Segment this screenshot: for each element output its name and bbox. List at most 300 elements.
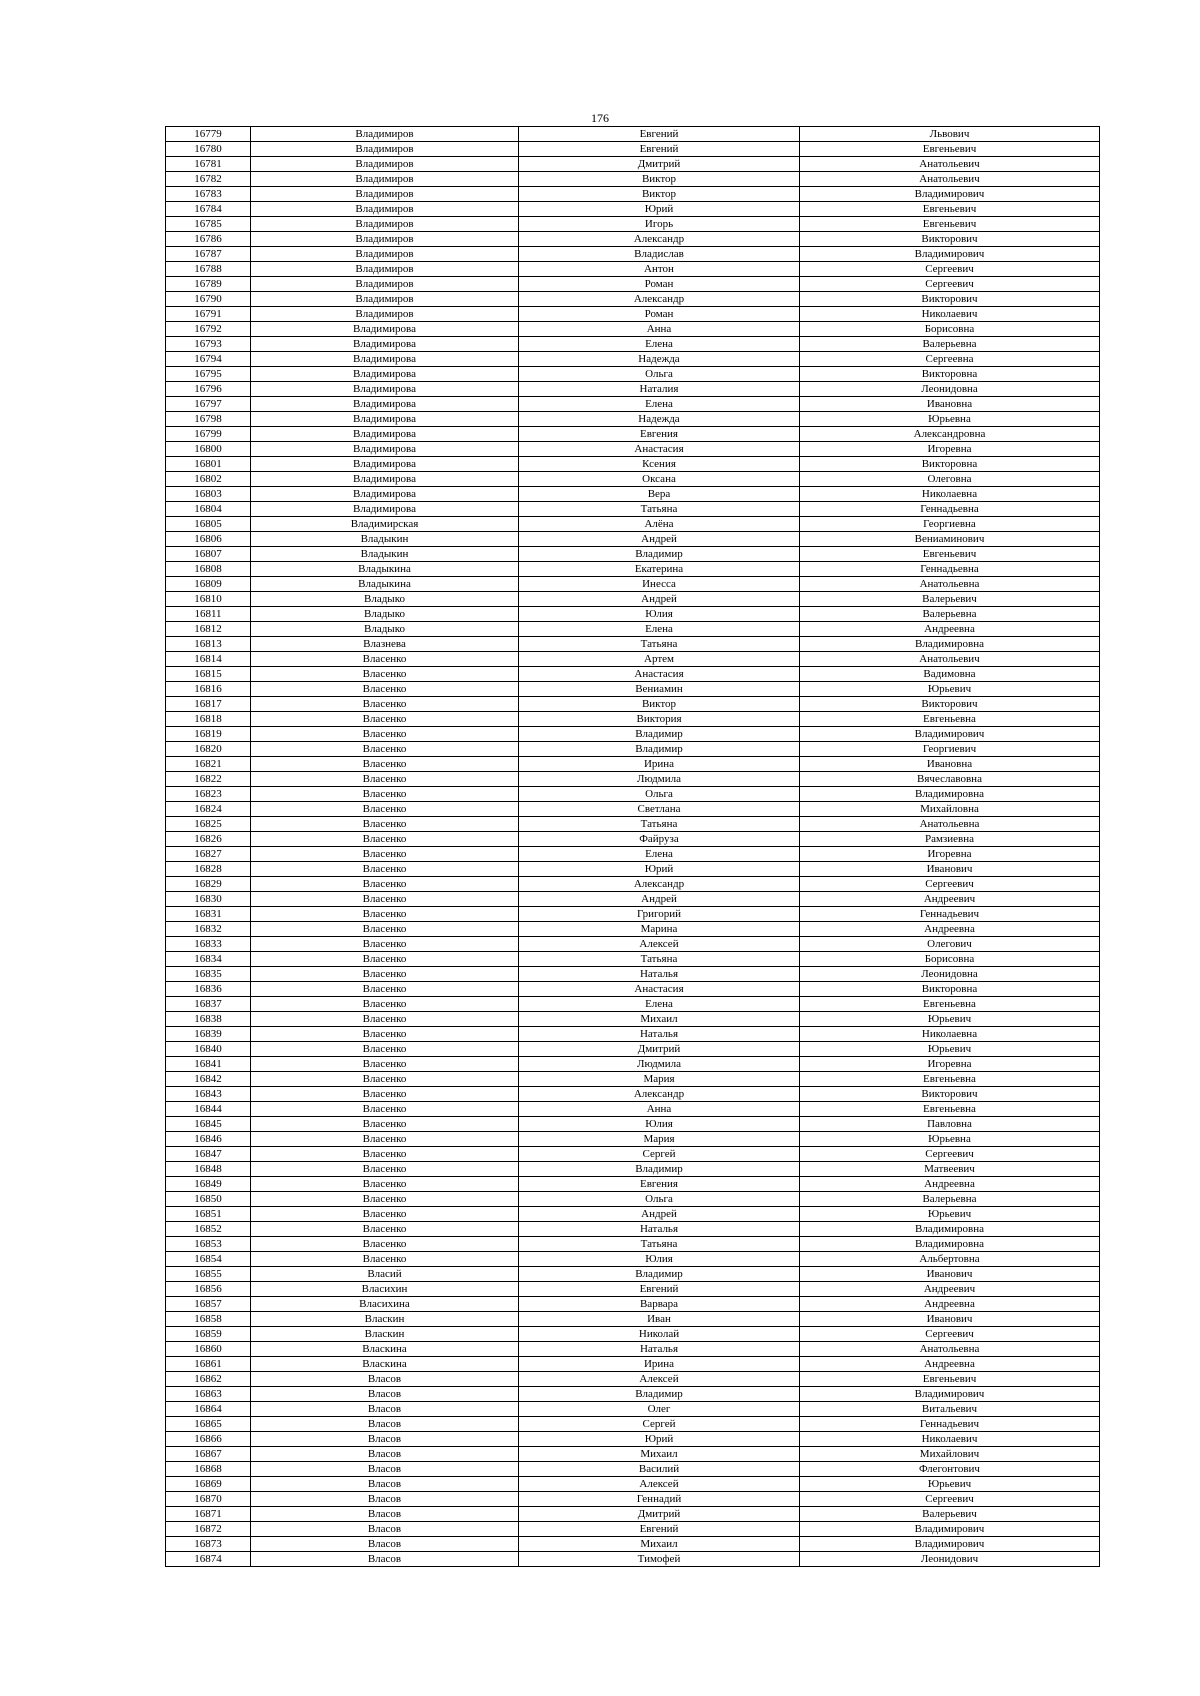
patronymic-cell: Андреевна [800,922,1100,937]
record-number-cell: 16816 [166,682,251,697]
record-number-cell: 16855 [166,1267,251,1282]
surname-cell: Власенко [251,862,519,877]
record-number-cell: 16796 [166,382,251,397]
patronymic-cell: Евгеньевна [800,1102,1100,1117]
surname-cell: Власенко [251,1132,519,1147]
first-name-cell: Дмитрий [519,1042,800,1057]
patronymic-cell: Андреевна [800,1357,1100,1372]
surname-cell: Власенко [251,697,519,712]
record-number-cell: 16842 [166,1072,251,1087]
patronymic-cell: Юрьевич [800,1012,1100,1027]
first-name-cell: Татьяна [519,817,800,832]
table-row [166,1282,1100,1297]
first-name-cell: Владимир [519,1162,800,1177]
table-row [166,1387,1100,1402]
record-number-cell: 16871 [166,1507,251,1522]
patronymic-cell: Георгиевич [800,742,1100,757]
first-name-cell: Ольга [519,1192,800,1207]
first-name-cell: Наталья [519,967,800,982]
first-name-cell: Светлана [519,802,800,817]
table-row [166,1252,1100,1267]
record-number-cell: 16856 [166,1282,251,1297]
first-name-cell: Михаил [519,1012,800,1027]
table-row [166,1552,1100,1567]
first-name-cell: Людмила [519,772,800,787]
table-row [166,802,1100,817]
surname-cell: Владимиров [251,142,519,157]
first-name-cell: Елена [519,397,800,412]
table-row [166,172,1100,187]
surname-cell: Владимирова [251,397,519,412]
record-number-cell: 16862 [166,1372,251,1387]
table-row [166,1192,1100,1207]
first-name-cell: Вера [519,487,800,502]
first-name-cell: Юлия [519,1117,800,1132]
record-number-cell: 16806 [166,532,251,547]
record-number-cell: 16829 [166,877,251,892]
table-row [166,1492,1100,1507]
first-name-cell: Юлия [519,1252,800,1267]
surname-cell: Владыко [251,592,519,607]
patronymic-cell: Павловна [800,1117,1100,1132]
table-row [166,1402,1100,1417]
surname-cell: Владимирова [251,367,519,382]
record-number-cell: 16817 [166,697,251,712]
table-row [166,1222,1100,1237]
patronymic-cell: Иванович [800,1312,1100,1327]
table-row [166,892,1100,907]
table-row [166,157,1100,172]
record-number-cell: 16808 [166,562,251,577]
first-name-cell: Татьяна [519,502,800,517]
patronymic-cell: Викторовна [800,982,1100,997]
first-name-cell: Владимир [519,1267,800,1282]
record-number-cell: 16785 [166,217,251,232]
record-number-cell: 16832 [166,922,251,937]
table-row [166,967,1100,982]
first-name-cell: Александр [519,232,800,247]
record-number-cell: 16801 [166,457,251,472]
record-number-cell: 16813 [166,637,251,652]
table-row [166,517,1100,532]
first-name-cell: Ирина [519,1357,800,1372]
surname-cell: Владимирова [251,322,519,337]
first-name-cell: Андрей [519,532,800,547]
patronymic-cell: Андреевна [800,1177,1100,1192]
table-row [166,952,1100,967]
record-number-cell: 16837 [166,997,251,1012]
surname-cell: Власенко [251,907,519,922]
table-row [166,1537,1100,1552]
first-name-cell: Ксения [519,457,800,472]
patronymic-cell: Юрьевна [800,1132,1100,1147]
table-row [166,547,1100,562]
first-name-cell: Евгений [519,1522,800,1537]
first-name-cell: Алексей [519,937,800,952]
patronymic-cell: Михайловна [800,802,1100,817]
record-number-cell: 16861 [166,1357,251,1372]
table-row [166,1312,1100,1327]
surname-cell: Власенко [251,1192,519,1207]
surname-cell: Власенко [251,1057,519,1072]
table-row [166,667,1100,682]
table-row [166,1117,1100,1132]
surname-cell: Владимиров [251,172,519,187]
register-body [166,127,1100,1567]
patronymic-cell: Игоревна [800,442,1100,457]
table-row [166,727,1100,742]
record-number-cell: 16800 [166,442,251,457]
first-name-cell: Анна [519,322,800,337]
first-name-cell: Василий [519,1462,800,1477]
first-name-cell: Наталья [519,1342,800,1357]
first-name-cell: Елена [519,997,800,1012]
first-name-cell: Наталия [519,382,800,397]
table-row [166,1177,1100,1192]
first-name-cell: Сергей [519,1147,800,1162]
first-name-cell: Антон [519,262,800,277]
patronymic-cell: Андреевна [800,622,1100,637]
first-name-cell: Наталья [519,1027,800,1042]
record-number-cell: 16779 [166,127,251,142]
record-number-cell: 16811 [166,607,251,622]
patronymic-cell: Анатольевна [800,817,1100,832]
first-name-cell: Татьяна [519,637,800,652]
patronymic-cell: Викторович [800,292,1100,307]
table-row [166,1447,1100,1462]
surname-cell: Власкина [251,1342,519,1357]
surname-cell: Владимирова [251,502,519,517]
patronymic-cell: Витальевич [800,1402,1100,1417]
table-row [166,352,1100,367]
surname-cell: Владимиров [251,277,519,292]
table-row [166,337,1100,352]
surname-cell: Власенко [251,877,519,892]
table-row [166,142,1100,157]
patronymic-cell: Игоревна [800,1057,1100,1072]
patronymic-cell: Олеговна [800,472,1100,487]
table-row [166,622,1100,637]
first-name-cell: Дмитрий [519,157,800,172]
patronymic-cell: Геннадьевич [800,907,1100,922]
table-row [166,1267,1100,1282]
table-row [166,1297,1100,1312]
surname-cell: Владимирова [251,382,519,397]
surname-cell: Владимиров [251,292,519,307]
record-number-cell: 16840 [166,1042,251,1057]
surname-cell: Владимирова [251,487,519,502]
patronymic-cell: Викторовна [800,457,1100,472]
first-name-cell: Николай [519,1327,800,1342]
table-row [166,1327,1100,1342]
first-name-cell: Виктор [519,172,800,187]
patronymic-cell: Сергеевич [800,1327,1100,1342]
record-number-cell: 16810 [166,592,251,607]
patronymic-cell: Евгеньевич [800,217,1100,232]
table-row [166,367,1100,382]
table-row [166,472,1100,487]
surname-cell: Власенко [251,1042,519,1057]
surname-cell: Власов [251,1507,519,1522]
record-number-cell: 16794 [166,352,251,367]
surname-cell: Власенко [251,1087,519,1102]
surname-cell: Власенко [251,652,519,667]
record-number-cell: 16787 [166,247,251,262]
record-number-cell: 16822 [166,772,251,787]
surname-cell: Власенко [251,997,519,1012]
record-number-cell: 16828 [166,862,251,877]
record-number-cell: 16824 [166,802,251,817]
record-number-cell: 16853 [166,1237,251,1252]
table-row [166,682,1100,697]
surname-cell: Владимиров [251,187,519,202]
table-row [166,502,1100,517]
first-name-cell: Оксана [519,472,800,487]
record-number-cell: 16798 [166,412,251,427]
first-name-cell: Екатерина [519,562,800,577]
surname-cell: Власенко [251,727,519,742]
first-name-cell: Мария [519,1072,800,1087]
record-number-cell: 16807 [166,547,251,562]
surname-cell: Власенко [251,1237,519,1252]
table-row [166,277,1100,292]
patronymic-cell: Иванович [800,1267,1100,1282]
first-name-cell: Иван [519,1312,800,1327]
record-number-cell: 16799 [166,427,251,442]
first-name-cell: Евгения [519,427,800,442]
table-row [166,307,1100,322]
surname-cell: Власов [251,1492,519,1507]
record-number-cell: 16874 [166,1552,251,1567]
patronymic-cell: Евгеньевна [800,712,1100,727]
patronymic-cell: Рамзиевна [800,832,1100,847]
surname-cell: Власенко [251,802,519,817]
patronymic-cell: Ивановна [800,397,1100,412]
surname-cell: Власов [251,1417,519,1432]
surname-cell: Владимирова [251,427,519,442]
first-name-cell: Татьяна [519,1237,800,1252]
patronymic-cell: Сергеевич [800,277,1100,292]
table-row [166,397,1100,412]
patronymic-cell: Владимирович [800,247,1100,262]
table-row [166,772,1100,787]
table-row [166,1462,1100,1477]
first-name-cell: Ирина [519,757,800,772]
table-row [166,922,1100,937]
table-row [166,997,1100,1012]
table-row [166,1087,1100,1102]
patronymic-cell: Леонидовна [800,382,1100,397]
first-name-cell: Ольга [519,787,800,802]
record-number-cell: 16790 [166,292,251,307]
record-number-cell: 16867 [166,1447,251,1462]
patronymic-cell: Геннадьевна [800,562,1100,577]
first-name-cell: Дмитрий [519,1507,800,1522]
first-name-cell: Григорий [519,907,800,922]
record-number-cell: 16781 [166,157,251,172]
table-row [166,1072,1100,1087]
first-name-cell: Инесса [519,577,800,592]
table-row [166,217,1100,232]
first-name-cell: Андрей [519,592,800,607]
surname-cell: Власенко [251,682,519,697]
patronymic-cell: Анатольевна [800,577,1100,592]
surname-cell: Власенко [251,1252,519,1267]
surname-cell: Власий [251,1267,519,1282]
surname-cell: Власкин [251,1327,519,1342]
first-name-cell: Юрий [519,202,800,217]
patronymic-cell: Юрьевич [800,1207,1100,1222]
record-number-cell: 16843 [166,1087,251,1102]
patronymic-cell: Анатольевич [800,157,1100,172]
record-number-cell: 16860 [166,1342,251,1357]
patronymic-cell: Владимировна [800,1237,1100,1252]
surname-cell: Власов [251,1522,519,1537]
name-register [165,126,1099,1567]
table-row [166,457,1100,472]
patronymic-cell: Вадимовна [800,667,1100,682]
surname-cell: Власенко [251,1072,519,1087]
surname-cell: Владимиров [251,247,519,262]
surname-cell: Владимирова [251,412,519,427]
table-row [166,1162,1100,1177]
record-number-cell: 16857 [166,1297,251,1312]
first-name-cell: Владимир [519,727,800,742]
first-name-cell: Евгения [519,1177,800,1192]
first-name-cell: Елена [519,622,800,637]
table-row [166,412,1100,427]
table-row [166,187,1100,202]
record-number-cell: 16847 [166,1147,251,1162]
patronymic-cell: Юрьевич [800,1477,1100,1492]
table-row [166,1102,1100,1117]
patronymic-cell: Ивановна [800,757,1100,772]
patronymic-cell: Альбертовна [800,1252,1100,1267]
record-number-cell: 16838 [166,1012,251,1027]
record-number-cell: 16848 [166,1162,251,1177]
record-number-cell: 16782 [166,172,251,187]
table-row [166,607,1100,622]
table-row [166,757,1100,772]
table-row [166,1522,1100,1537]
surname-cell: Владимиров [251,232,519,247]
table-row [166,877,1100,892]
surname-cell: Владыкин [251,532,519,547]
table-row [166,532,1100,547]
table-row [166,322,1100,337]
patronymic-cell: Сергеевич [800,1147,1100,1162]
first-name-cell: Варвара [519,1297,800,1312]
record-number-cell: 16825 [166,817,251,832]
patronymic-cell: Геннадьевна [800,502,1100,517]
surname-cell: Власенко [251,1102,519,1117]
patronymic-cell: Владимирович [800,1522,1100,1537]
table-row [166,562,1100,577]
record-number-cell: 16839 [166,1027,251,1042]
surname-cell: Власенко [251,757,519,772]
first-name-cell: Анастасия [519,442,800,457]
table-row [166,847,1100,862]
surname-cell: Владыкин [251,547,519,562]
patronymic-cell: Владимирович [800,1387,1100,1402]
record-number-cell: 16792 [166,322,251,337]
record-number-cell: 16851 [166,1207,251,1222]
record-number-cell: 16854 [166,1252,251,1267]
surname-cell: Владимиров [251,157,519,172]
surname-cell: Власкин [251,1312,519,1327]
table-row [166,1417,1100,1432]
table-row [166,1027,1100,1042]
first-name-cell: Александр [519,292,800,307]
first-name-cell: Анастасия [519,667,800,682]
record-number-cell: 16805 [166,517,251,532]
page-number: 176 [591,111,609,125]
table-row [166,1207,1100,1222]
surname-cell: Власов [251,1552,519,1567]
record-number-cell: 16814 [166,652,251,667]
first-name-cell: Владимир [519,547,800,562]
surname-cell: Владимиров [251,202,519,217]
table-row [166,427,1100,442]
record-number-cell: 16802 [166,472,251,487]
record-number-cell: 16820 [166,742,251,757]
surname-cell: Власов [251,1462,519,1477]
record-number-cell: 16786 [166,232,251,247]
record-number-cell: 16815 [166,667,251,682]
first-name-cell: Елена [519,847,800,862]
patronymic-cell: Юрьевич [800,682,1100,697]
surname-cell: Власенко [251,712,519,727]
table-row [166,1357,1100,1372]
record-number-cell: 16846 [166,1132,251,1147]
record-number-cell: 16830 [166,892,251,907]
record-number-cell: 16791 [166,307,251,322]
record-number-cell: 16858 [166,1312,251,1327]
surname-cell: Власихина [251,1297,519,1312]
patronymic-cell: Юрьевич [800,1042,1100,1057]
patronymic-cell: Анатольевич [800,652,1100,667]
first-name-cell: Артем [519,652,800,667]
patronymic-cell: Владимирович [800,1537,1100,1552]
table-row [166,292,1100,307]
table-row [166,652,1100,667]
first-name-cell: Сергей [519,1417,800,1432]
first-name-cell: Людмила [519,1057,800,1072]
surname-cell: Владыко [251,607,519,622]
surname-cell: Власенко [251,787,519,802]
patronymic-cell: Викторовна [800,367,1100,382]
first-name-cell: Виктор [519,187,800,202]
record-number-cell: 16865 [166,1417,251,1432]
first-name-cell: Ольга [519,367,800,382]
table-row [166,1432,1100,1447]
table-row [166,232,1100,247]
record-number-cell: 16859 [166,1327,251,1342]
record-number-cell: 16826 [166,832,251,847]
first-name-cell: Владимир [519,742,800,757]
table-row [166,1012,1100,1027]
patronymic-cell: Андреевич [800,892,1100,907]
table-row [166,742,1100,757]
table-row [166,1057,1100,1072]
first-name-cell: Евгений [519,1282,800,1297]
table-row [166,982,1100,997]
first-name-cell: Игорь [519,217,800,232]
patronymic-cell: Валерьевна [800,607,1100,622]
record-number-cell: 16788 [166,262,251,277]
patronymic-cell: Валерьевич [800,1507,1100,1522]
record-number-cell: 16784 [166,202,251,217]
